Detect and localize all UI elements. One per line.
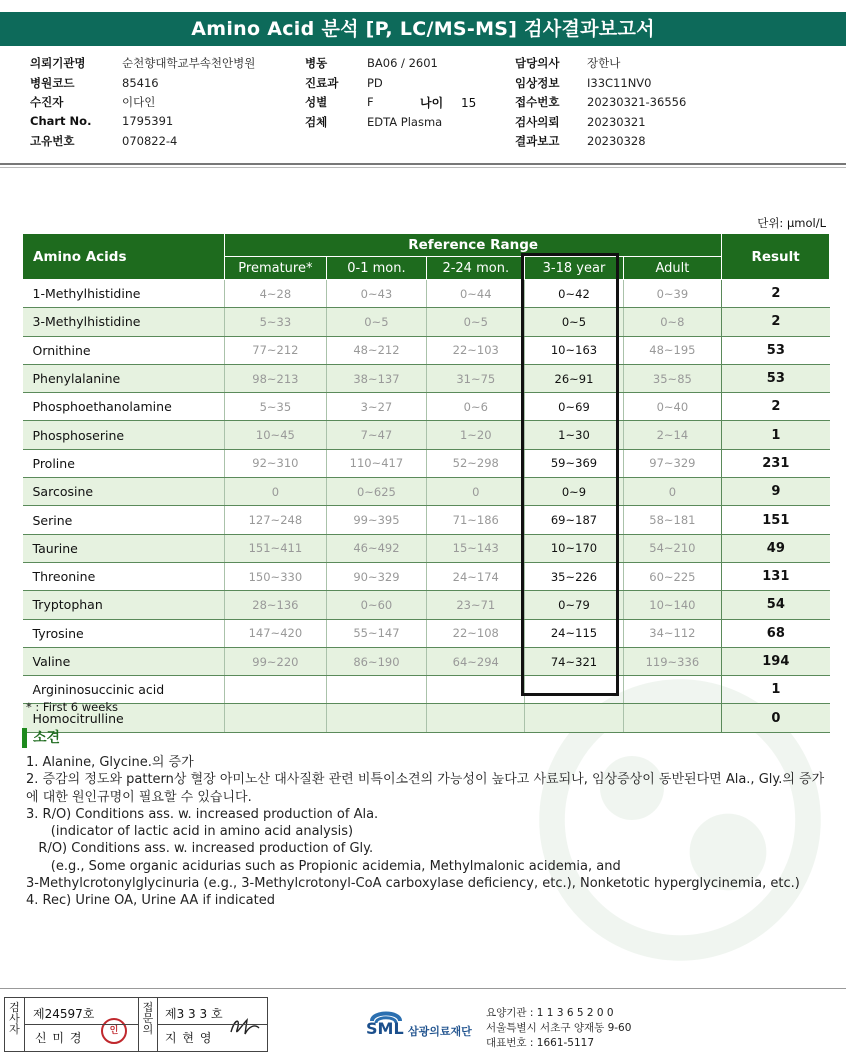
comment-line: 3. R/O) Conditions ass. w. increased production of Ala.	[26, 806, 379, 822]
signature-num-1: 제24597호	[33, 1007, 95, 1021]
result-cell: 1	[722, 676, 830, 704]
info-value: F	[367, 95, 374, 109]
reference-range-cell: 0~44	[427, 280, 525, 308]
reference-range-cell: 150~330	[225, 562, 327, 590]
footer-divider	[0, 988, 846, 989]
reference-range-cell: 0~5	[525, 308, 623, 336]
reference-range-cell: 69~187	[525, 506, 623, 534]
ref-col-header: 0-1 mon.	[326, 257, 426, 280]
amino-acid-name: Valine	[23, 647, 225, 675]
info-row	[305, 75, 442, 95]
reference-range-cell: 5~35	[225, 393, 327, 421]
table-row	[23, 676, 830, 704]
table-row	[23, 506, 830, 534]
reference-range-cell: 58~181	[623, 506, 722, 534]
reference-range-cell	[326, 704, 426, 732]
reference-range-cell	[427, 676, 525, 704]
signature-row-divider-2	[158, 1024, 267, 1025]
comment-line: 1. Alanine, Glycine.의 증가	[26, 755, 194, 770]
info-row	[515, 114, 686, 134]
seal-stamp: 인	[101, 1018, 127, 1044]
signature-row-divider-1	[25, 1024, 138, 1025]
result-cell: 194	[722, 647, 830, 675]
info-value: 이다인	[122, 95, 156, 109]
reference-range-cell: 22~108	[427, 619, 525, 647]
reference-range-cell: 38~137	[326, 364, 426, 392]
info-value: 순천향대학교부속천안병원	[122, 56, 256, 70]
result-cell: 2	[722, 280, 830, 308]
table-row	[23, 704, 830, 732]
table-row	[23, 421, 830, 449]
info-label: 병원코드	[30, 75, 75, 90]
reference-range-cell: 0~6	[427, 393, 525, 421]
info-row	[305, 114, 442, 134]
reference-range-cell: 31~75	[427, 364, 525, 392]
reference-range-cell: 60~225	[623, 562, 722, 590]
result-cell: 2	[722, 308, 830, 336]
info-label: 병동	[305, 56, 328, 70]
ref-col-header: 2-24 mon.	[427, 257, 525, 280]
table-row	[23, 534, 830, 562]
signature-box	[4, 997, 268, 1052]
unit-label: 단위: µmol/L	[757, 216, 826, 230]
reference-range-cell	[427, 704, 525, 732]
info-value: BA06 / 2601	[367, 56, 438, 70]
info-row	[30, 133, 255, 153]
info-row	[305, 55, 442, 75]
reference-range-cell: 0~5	[427, 308, 525, 336]
info-row	[515, 133, 686, 153]
reference-range-cell: 99~395	[326, 506, 426, 534]
info-column-3	[515, 55, 686, 153]
table-row	[23, 647, 830, 675]
result-cell: 9	[722, 478, 830, 506]
reference-range-cell: 24~174	[427, 562, 525, 590]
reference-range-cell: 74~321	[525, 647, 623, 675]
amino-acid-name: Phosphoserine	[23, 421, 225, 449]
result-cell: 68	[722, 619, 830, 647]
info-label: 진료과	[305, 75, 339, 90]
reference-range-cell	[225, 676, 327, 704]
info-value: 20230321	[587, 114, 646, 129]
report-title: Amino Acid 분석 [P, LC/MS-MS] 검사결과보고서	[0, 12, 846, 46]
info-label: 수진자	[30, 95, 64, 109]
reference-range-cell: 1~30	[525, 421, 623, 449]
org-name: 삼광의료재단	[408, 1025, 472, 1038]
comment-line: 3-Methylcrotonylglycinuria (e.g., 3-Methylcrotonyl-CoA carboxylase deficiency, etc.), Nonketotic hyperglycinemia, etc.)	[26, 876, 800, 892]
info-value: 85416	[122, 75, 159, 90]
comment-line: (indicator of lactic acid in amino acid analysis)	[26, 824, 354, 840]
col-reference-range: Reference Range	[225, 234, 722, 257]
info-label: Chart No.	[30, 113, 92, 128]
result-cell: 131	[722, 562, 830, 590]
reference-range-cell: 0	[225, 478, 327, 506]
table-row	[23, 619, 830, 647]
amino-acid-name: Phenylalanine	[23, 364, 225, 392]
footnote: * : First 6 weeks	[26, 700, 118, 714]
result-cell: 231	[722, 449, 830, 477]
reference-range-cell: 26~91	[525, 364, 623, 392]
table-row	[23, 562, 830, 590]
reference-range-cell: 98~213	[225, 364, 327, 392]
info-label: 담당의사	[515, 56, 560, 70]
reference-range-cell: 64~294	[427, 647, 525, 675]
result-cell: 2	[722, 393, 830, 421]
comments-title: 소견	[22, 728, 60, 748]
reference-range-cell: 10~140	[623, 591, 722, 619]
reference-range-cell: 35~85	[623, 364, 722, 392]
amino-acid-name: Tyrosine	[23, 619, 225, 647]
table-row	[23, 364, 830, 392]
reference-range-cell: 5~33	[225, 308, 327, 336]
contact-line: 요양기관 : 1 1 3 6 5 2 0 0	[486, 1007, 614, 1019]
info-row	[30, 55, 255, 75]
info-label: 접수번호	[515, 95, 560, 109]
reference-range-cell: 10~45	[225, 421, 327, 449]
info-row	[515, 75, 686, 95]
reference-range-cell: 1~20	[427, 421, 525, 449]
reference-range-cell: 35~226	[525, 562, 623, 590]
info-label: 검체	[305, 114, 328, 129]
table-row	[23, 280, 830, 308]
table-row	[23, 591, 830, 619]
age-value: 15	[461, 96, 477, 110]
reference-range-cell: 0~39	[623, 280, 722, 308]
info-label: 성별	[305, 95, 328, 109]
amino-acid-name: Homocitrulline	[23, 704, 225, 732]
table-row	[23, 393, 830, 421]
reference-range-cell: 97~329	[623, 449, 722, 477]
reference-range-cell	[525, 704, 623, 732]
amino-acid-name: Taurine	[23, 534, 225, 562]
ref-col-header: Premature*	[225, 257, 327, 280]
table-row	[23, 478, 830, 506]
info-value: I33C11NV0	[587, 75, 652, 90]
signature-scribble	[227, 1014, 263, 1038]
reference-range-cell: 4~28	[225, 280, 327, 308]
signature-label-2: 접문의	[138, 998, 158, 1051]
reference-range-cell: 59~369	[525, 449, 623, 477]
amino-acid-name: Phosphoethanolamine	[23, 393, 225, 421]
reference-range-cell: 3~27	[326, 393, 426, 421]
reference-range-cell: 0~40	[623, 393, 722, 421]
logo-text: SML	[366, 1019, 404, 1038]
amino-acid-name: Argininosuccinic acid	[23, 676, 225, 704]
reference-range-cell: 34~112	[623, 619, 722, 647]
signature-num-2: 제3 3 3 호	[165, 1007, 223, 1021]
header-divider-thin	[0, 167, 846, 168]
signature-name-2: 지 현 영	[165, 1031, 213, 1045]
reference-range-cell: 92~310	[225, 449, 327, 477]
reference-range-cell	[525, 676, 623, 704]
info-label: 검사의뢰	[515, 114, 560, 129]
info-value: 장한나	[587, 56, 621, 70]
col-amino-acids: Amino Acids	[23, 234, 225, 280]
result-cell: 54	[722, 591, 830, 619]
info-label: 의뢰기관명	[30, 56, 86, 70]
reference-range-cell: 24~115	[525, 619, 623, 647]
amino-acid-name: Tryptophan	[23, 591, 225, 619]
reference-range-cell: 151~411	[225, 534, 327, 562]
reference-range-cell: 54~210	[623, 534, 722, 562]
ref-col-header: 3-18 year	[525, 257, 623, 280]
info-value: PD	[367, 75, 383, 90]
reference-range-cell: 71~186	[427, 506, 525, 534]
reference-range-cell: 110~417	[326, 449, 426, 477]
reference-range-cell: 127~248	[225, 506, 327, 534]
info-label: 고유번호	[30, 134, 75, 148]
comment-line: R/O) Conditions ass. w. increased production of Gly.	[26, 841, 374, 857]
reference-range-cell: 0~60	[326, 591, 426, 619]
info-row	[30, 94, 255, 114]
table-row	[23, 449, 830, 477]
comments-body	[26, 754, 826, 910]
comment-line: 4. Rec) Urine OA, Urine AA if indicated	[26, 893, 275, 909]
reference-range-cell: 119~336	[623, 647, 722, 675]
reference-range-cell: 7~47	[326, 421, 426, 449]
reference-range-cell: 0~79	[525, 591, 623, 619]
reference-range-cell: 0~625	[326, 478, 426, 506]
amino-acid-table	[22, 233, 830, 733]
reference-range-cell: 48~195	[623, 336, 722, 364]
contact-line: 서울특별시 서초구 양재동 9-60	[486, 1022, 632, 1034]
amino-acid-name: 1-Methylhistidine	[23, 280, 225, 308]
info-value: 070822-4	[122, 134, 178, 148]
org-logo	[366, 1003, 506, 1047]
reference-range-cell: 90~329	[326, 562, 426, 590]
reference-range-cell: 48~212	[326, 336, 426, 364]
info-value: 1795391	[122, 113, 174, 128]
reference-range-cell: 0~43	[326, 280, 426, 308]
info-row	[30, 114, 255, 134]
info-row	[30, 75, 255, 95]
age-field	[420, 94, 476, 113]
result-cell: 53	[722, 364, 830, 392]
result-cell: 53	[722, 336, 830, 364]
result-cell: 0	[722, 704, 830, 732]
result-cell: 49	[722, 534, 830, 562]
org-contact	[486, 1006, 631, 1051]
reference-range-cell: 86~190	[326, 647, 426, 675]
info-value: EDTA Plasma	[367, 114, 443, 129]
comment-line: 2. 증감의 정도와 pattern상 혈장 아미노산 대사질환 관련 비특이소견의 가능성이 높다고 사료되나, 임상증상이 동반된다면 Ala., Gly.의 증가에 대한 원인규명이 필요할 수 있습니다.	[26, 772, 825, 805]
amino-acid-name: 3-Methylhistidine	[23, 308, 225, 336]
result-cell: 151	[722, 506, 830, 534]
reference-range-cell	[225, 704, 327, 732]
info-label: 결과보고	[515, 134, 560, 148]
reference-range-cell: 22~103	[427, 336, 525, 364]
reference-range-cell: 77~212	[225, 336, 327, 364]
reference-range-cell: 0~8	[623, 308, 722, 336]
reference-range-cell: 2~14	[623, 421, 722, 449]
reference-range-cell: 28~136	[225, 591, 327, 619]
reference-range-cell: 0~69	[525, 393, 623, 421]
comment-line: (e.g., Some organic acidurias such as Propionic acidemia, Methylmalonic acidemia, and	[26, 858, 621, 874]
info-value: 20230328	[587, 134, 646, 148]
reference-range-cell: 52~298	[427, 449, 525, 477]
reference-range-cell: 10~170	[525, 534, 623, 562]
reference-range-cell: 0	[623, 478, 722, 506]
reference-range-cell	[326, 676, 426, 704]
reference-range-cell: 15~143	[427, 534, 525, 562]
header-divider	[0, 163, 846, 165]
reference-range-cell	[623, 676, 722, 704]
reference-range-cell: 0~5	[326, 308, 426, 336]
reference-range-cell: 99~220	[225, 647, 327, 675]
reference-range-cell: 0~42	[525, 280, 623, 308]
reference-range-cell: 10~163	[525, 336, 623, 364]
signature-label-1: 검사자	[5, 998, 25, 1051]
result-cell: 1	[722, 421, 830, 449]
reference-range-cell: 0~9	[525, 478, 623, 506]
signature-name-1: 신 미 경	[35, 1031, 83, 1045]
ref-col-header: Adult	[623, 257, 722, 280]
reference-range-cell: 23~71	[427, 591, 525, 619]
reference-range-cell: 147~420	[225, 619, 327, 647]
info-column-1	[30, 55, 255, 153]
amino-acid-name: Proline	[23, 449, 225, 477]
amino-acid-name: Serine	[23, 506, 225, 534]
reference-range-cell: 46~492	[326, 534, 426, 562]
info-row	[515, 94, 686, 114]
contact-line: 대표번호 : 1661-5117	[486, 1037, 595, 1049]
amino-acid-name: Ornithine	[23, 336, 225, 364]
reference-range-cell: 0	[427, 478, 525, 506]
table-row	[23, 308, 830, 336]
table-row	[23, 336, 830, 364]
reference-range-cell: 55~147	[326, 619, 426, 647]
info-row	[515, 55, 686, 75]
amino-acid-name: Threonine	[23, 562, 225, 590]
col-result: Result	[722, 234, 830, 280]
info-value: 20230321-36556	[587, 95, 687, 109]
reference-range-cell	[623, 704, 722, 732]
age-label: 나이	[420, 96, 444, 110]
amino-acid-name: Sarcosine	[23, 478, 225, 506]
info-label: 임상정보	[515, 75, 560, 90]
